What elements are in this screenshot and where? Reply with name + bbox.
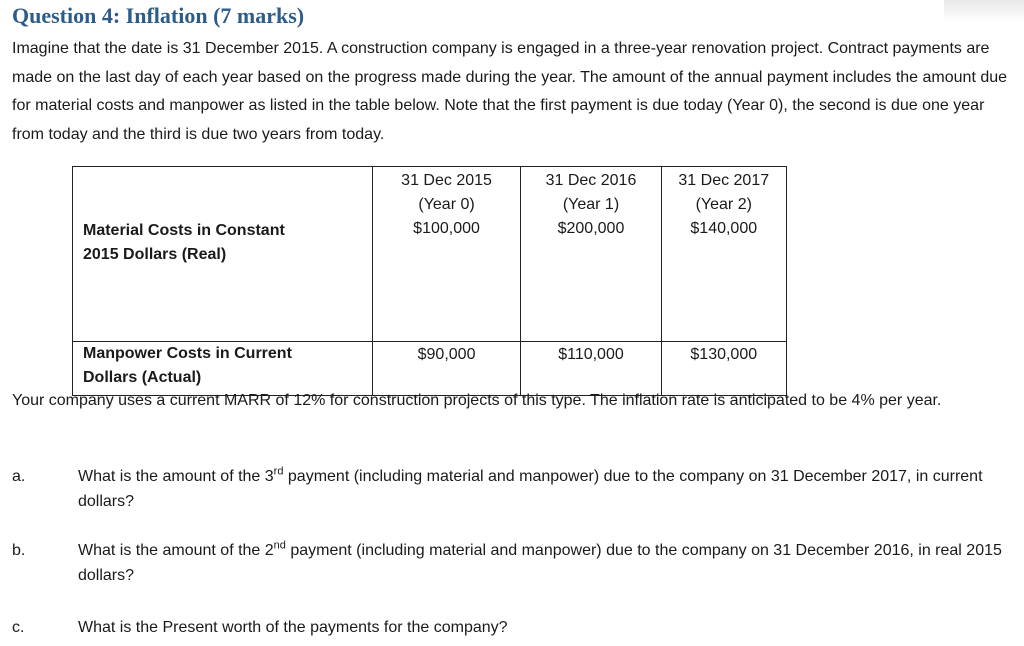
manpower-costs-label: Manpower Costs in Current Dollars (Actual) bbox=[73, 342, 373, 396]
material-costs-label: Material Costs in Constant 2015 Dollars (Real) bbox=[73, 167, 373, 342]
manpower-year1-value: $110,000 bbox=[521, 342, 661, 396]
year1-cell bbox=[521, 167, 661, 342]
question-a-text: What is the amount of the 3rd payment (including material and manpower) due to the company on 31 December 2017, in current dollars? bbox=[78, 465, 983, 510]
page-edge-shadow bbox=[944, 0, 1024, 22]
question-title: Question 4: Inflation (7 marks) bbox=[12, 3, 305, 28]
cost-table bbox=[72, 166, 787, 396]
year0-cell bbox=[372, 167, 521, 342]
manpower-year0-value: $90,000 bbox=[372, 342, 521, 396]
material-year1-value: $200,000 bbox=[557, 220, 625, 237]
question-a-letter: a. bbox=[12, 468, 26, 485]
material-costs-row bbox=[73, 167, 787, 342]
question-c-text: What is the Present worth of the payments for the company? bbox=[78, 619, 508, 636]
manpower-year2-value: $130,000 bbox=[661, 342, 786, 396]
question-b-letter: b. bbox=[12, 542, 26, 559]
material-year2-value: $140,000 bbox=[690, 220, 758, 237]
question-b-text: What is the amount of the 2nd payment (including material and manpower) due to the company on 31 December 2016, in real 2015 dollars? bbox=[78, 539, 1002, 584]
question-c-letter: c. bbox=[12, 619, 25, 636]
header-year0: 31 Dec 2015 (Year 0) bbox=[401, 172, 492, 213]
header-year2: 31 Dec 2017 (Year 2) bbox=[678, 172, 770, 213]
year2-cell bbox=[661, 167, 786, 342]
intro-paragraph: Imagine that the date is 31 December 2015. A construction company is engaged in a three-year renovation project. Contract payments are made on the last day of each year based on the progress made during the year. The amount of the annual payment includes the amount due for material costs and manpower as listed in the table below. Note that the first payment is due today (Year 0), the second is due one year from today and the third is due two years from today. bbox=[12, 40, 1008, 143]
header-year1: 31 Dec 2016 (Year 1) bbox=[545, 172, 637, 213]
marr-paragraph: Your company uses a current MARR of 12% for construction projects of this type. The inflation rate is anticipated to be 4% per year. bbox=[12, 392, 942, 409]
material-year0-value: $100,000 bbox=[413, 220, 480, 237]
